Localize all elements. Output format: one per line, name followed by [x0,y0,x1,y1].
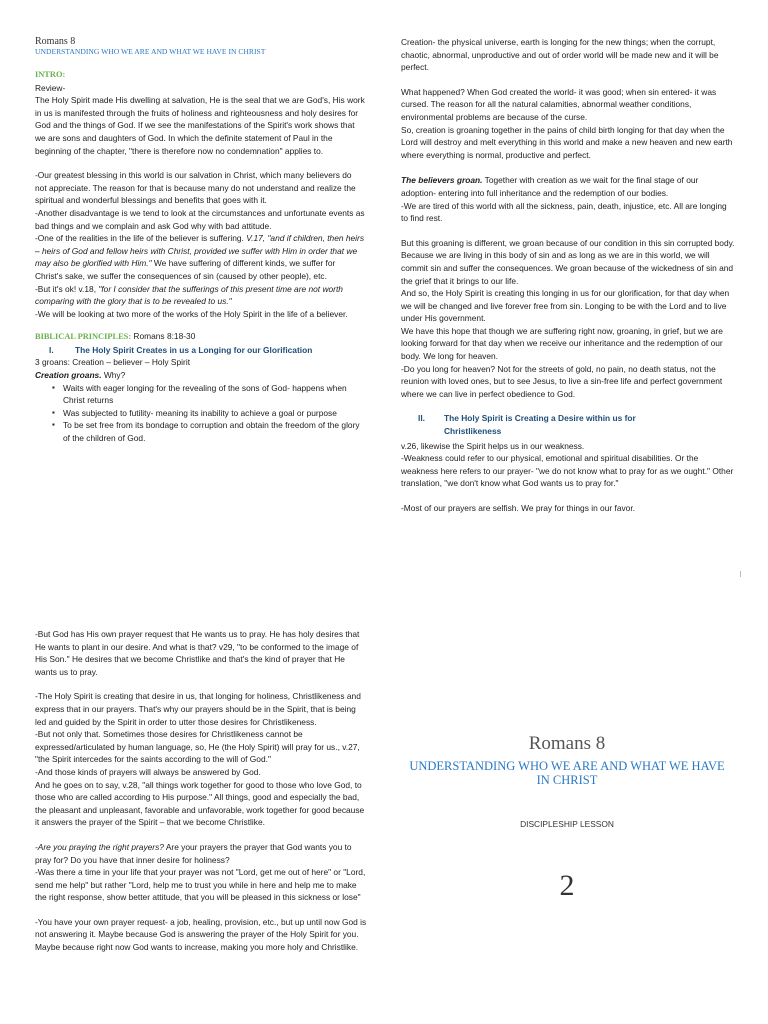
weakness-paragraph: -Weakness could refer to our physical, emotional and spiritual disabilities. Or the weakness here refers to our prayer- "we do not know what to pray for as we ought." Other translation, "we don't know what God wants us to pray for." [401,453,734,489]
lesson-number: 2 [559,869,575,902]
page-quadrant-top-right [401,36,735,556]
lesson-label: DISCIPLESHIP LESSON [520,819,614,829]
groans-list: 3 groans: Creation – believer – Holy Spirit [35,357,191,368]
hope-paragraph: We have this hope that though we are suffering right now, groaning, in grief, but we are looking forward for that day when we receive our inheritance and the redemption of our body. We long for heaven. [401,325,723,362]
believers-label: The believers groan. [401,175,483,186]
cover-page [400,732,734,932]
blessing-block [35,169,365,320]
suffering-paragraph [35,232,365,282]
intro-label: INTRO: [35,70,66,79]
heading-1-text: The Holy Spirit Creates in us a Longing for our Glorification [75,344,313,355]
answered-paragraph: -And those kinds of prayers will always be answered by God. [35,766,261,777]
selfish-block [401,502,735,515]
page-quadrant-top-left [35,36,365,556]
selfish-paragraph: -Most of our prayers are selfish. We pray for things in our favor. [401,503,635,513]
creating-desire-paragraph: -The Holy Spirit is creating that desire in us, that longing for holiness, Christlikeness and express that in our prayers. That's why our prayers should be in the Spirit, that is being led and guided by the Spirit in order to utter those desires for Christlikeness. [35,691,361,727]
what-happened-paragraph: What happened? When God created the world- it was good; when sin entered- it was cursed. The reason for all the natural calamities, abnormal weather conditions, environmental problems are because of the curse. [401,86,717,122]
different-block [401,237,735,401]
believers-text: Together with creation as we wait for the final stage of our adoption- entering into full inheritance and the redemption of our bodies. [401,175,699,198]
was-there-paragraph: -Was there a time in your life that your prayer was not "Lord, get me out of here" or "Lord, send me help" but rather "Lord, help me to trust you while in here and help me to make the right response, show better attitude, that you will be pleased in this sickness or lose" [35,867,366,903]
right-prayers-block [35,841,367,904]
creation-definition: Creation- the physical universe, earth is longing for the new things; when the corrupt, chaotic, abnormal, unproductive and out of order world will be made new and it will be perfect. [401,37,719,73]
long-heaven-paragraph: -Do you long for heaven? Not for the streets of gold, no pain, no death status, not the reunion with loved ones, but to see Jesus, to live a sin-free life and perfect government where we can live in perfect obedience to God. [401,363,723,399]
different-paragraph: But this groaning is different, we groan because of our condition in this sin corrupted body. Because we are living in this body of sin and as long as we are in this world, we will commit sin and suffer the consequences. We groan because of the wickedness of sin and the grief that it brings to our life. [401,237,735,286]
so-creation-paragraph: So, creation is groaning together in the pains of child birth longing for that day when the Lord will destroy and melt everything in this world and make a new heaven and new earth where everything is normal, productive and perfect. [401,124,733,160]
heading-1-number: I. [49,344,54,355]
ok-quote: "for I consider that the sufferings of this present time are not worth comparing with the glory that is to be revealed to us." [35,283,343,307]
v28-paragraph: And he goes on to say, v.28, "all things work together for good to those who love God, to those who are called according to His purpose." All things, good and especially the bad, the pleasant and unpleasant, favorable and unfavorable, work together for good because it answers the prayer of the Spirit – that we become Christlike. [35,779,365,828]
what-happened-block [401,86,735,162]
creation-def-block [401,36,735,74]
creation-bullet-list [35,382,365,445]
section-heading-1 [35,344,365,357]
principles-line [35,330,365,344]
own-request-block [35,628,367,678]
principles-label: BIBLICAL PRINCIPLES: [35,332,132,342]
cover-subtitle: UNDERSTANDING WHO WE ARE AND WHAT WE HAVE IN CHRIST [409,759,725,787]
intro-block [35,69,365,157]
review-label: Review- [35,82,66,93]
believers-paragraph [401,174,735,199]
intro-paragraph: The Holy Spirit made His dwelling at salvation, He is the seal that we are God's, His work in us is manifested through the fruits of holiness and righteousness and holy desires for God and the things of God. If we see the manifestations of the Spirit's work shows that we are sons and daughters of God. In which the definite statement of Paul in the beginning of the chapter, "there is therefore now no condemnation" applies to. [35,95,365,156]
own-request-paragraph: -But God has His own prayer request that He wants us to pray. He has holy desires that He wants to plant in our desire. And what is that? v29, "to be conformed to the image of His Son." He desires that we become Christlike and that's the kind of prayer that He wants us to pray. [35,629,360,677]
v26-line: v.26, likewise the Spirit helps us in our weakness. [401,440,585,451]
blessing-paragraph: -Our greatest blessing in this world is our salvation in Christ, which many believers do not appreciate. The reason for that is because many do not understand and realize the spiritual and wonderful blessings and benefits that goes with it. [35,170,356,206]
believers-block [401,174,735,224]
creating-desire-block [35,690,367,829]
ok-paragraph [35,283,365,308]
looking-paragraph: -We will be looking at two more of the works of the Holy Spirit in the life of a believer. [35,308,348,319]
bullet-item: ▪ To be set free from its bondage to corruption and obtain the freedom of the glory of the children of God. [63,419,365,444]
right-prayers-rest: Are your prayers the prayer that God wants you to pray for? Do you have that inner desire for holiness? [35,841,352,865]
heading-2-text: The Holy Spirit is Creating a Desire within us for Christlikeness [444,413,636,437]
tired-paragraph: -We are tired of this world with all the sickness, pain, death, injustice, etc. All are longing to find rest. [401,200,727,224]
own-request2-paragraph: -You have your own prayer request- a job, healing, provision, etc., but up until now God is not answering it. Maybe because God is answering the prayer of the Holy Spirit for you. Maybe because right now God wants to increase, making you more holy and Christlike. [35,916,367,953]
why-text: Why? [101,370,126,381]
suffering-quote: V.17, "and if children, then heirs – heirs of God and fellow heirs with Christ, provided we suffer with Him in order that we may also be glorified with Him." [35,233,365,269]
suffering-lead: -One of the realities in the life of the believer is suffering. [35,233,247,244]
own-request2-block [35,916,367,954]
right-prayers-question: -Are you praying the right prayers? [35,841,164,852]
principles-ref: Romans 8:18-30 [131,331,196,342]
and-so-paragraph: And so, the Holy Spirit is creating this longing in us for our glorification, for that day when we will be changed and live forever free from sin. Longing to be with the Lord and to live under His government. [401,288,730,324]
doc-title: Romans 8 [35,36,76,47]
bullet-item: ▪ Waits with eager longing for the revealing of the sons of God- happens when Christ returns [63,382,365,407]
suffering-rest: We have suffering of different kinds, we suffer for Christ's sake, we suffer the consequences of sin (caused by other people), etc. [35,258,336,281]
doc-subtitle: UNDERSTANDING WHO WE ARE AND WHAT WE HAVE IN CHRIST [35,47,266,56]
cover-title: Romans 8 [528,733,606,754]
creation-groans-label: Creation groans. [35,370,102,381]
section-heading-2 [401,412,735,437]
page-edge-mark [740,571,741,577]
principles-block [35,330,365,444]
not-only-paragraph: -But not only that. Sometimes those desires for Christlikeness cannot be expressed/articulated by human language, so, He (the Holy Spirit) will pray for us., v.27, "the Spirit intercedes for the saints according to the will of God." [35,729,360,765]
bullet-item: ▪ Was subjected to futility- meaning its inability to achieve a goal or purpose [63,407,365,420]
creation-groans-line [35,369,365,382]
disadvantage-paragraph: -Another disadvantage is we tend to look at the circumstances and unfortunate events as bad things and we complain and ask God why with bad attitude. [35,207,365,231]
right-prayers-paragraph [35,841,367,866]
heading-2-number: II. [418,413,425,424]
weakness-block [401,440,735,490]
ok-lead: -But it's ok! v.18, [35,283,99,294]
page-quadrant-bottom-left [35,628,367,1020]
